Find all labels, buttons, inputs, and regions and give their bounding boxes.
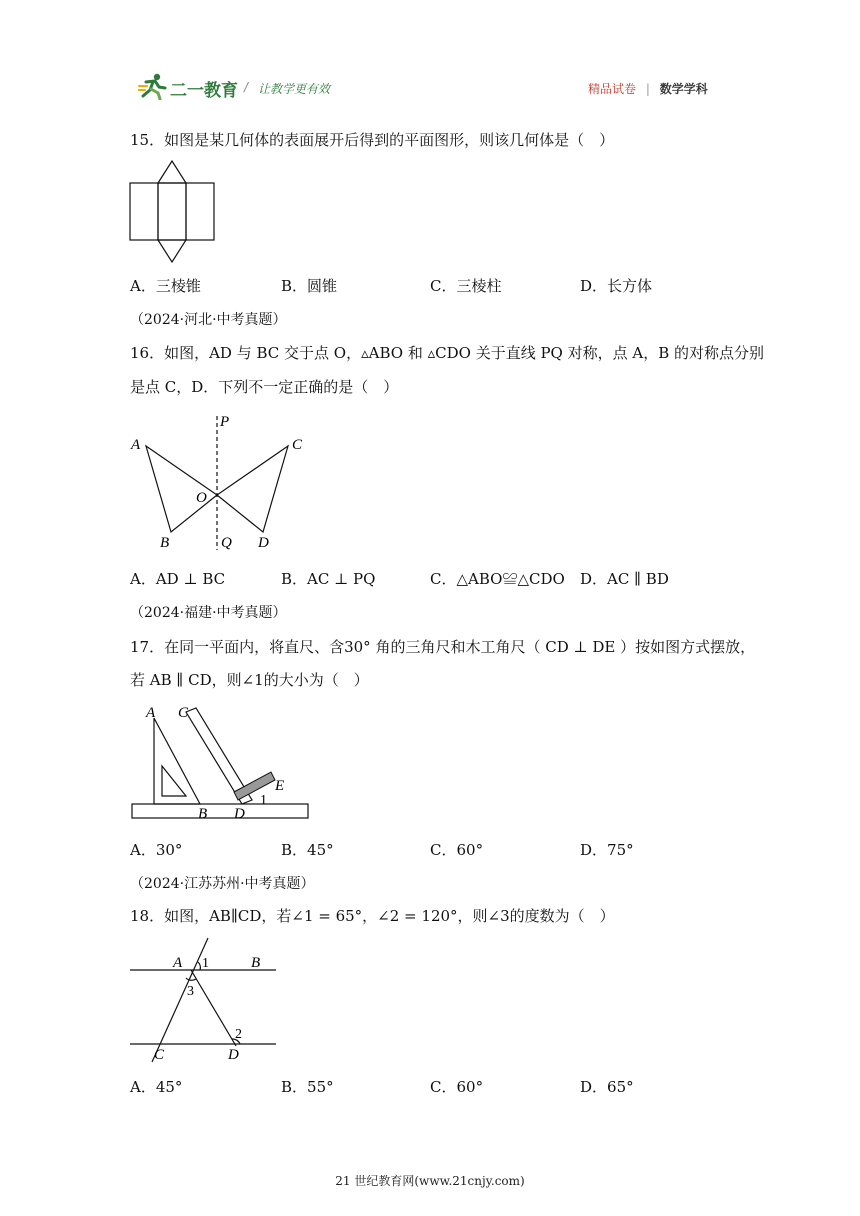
label-p: P	[220, 414, 230, 430]
q16-option-b[interactable]: B．AC ⊥ PQ	[281, 570, 376, 588]
label-angle-3: 3	[187, 984, 194, 999]
q16-stem-line1: 16．如图，AD 与 BC 交于点 O，▵ABO 和 ▵CDO 关于直线 PQ 对称，点 A，B 的对称点分别	[130, 344, 765, 362]
q17-option-b[interactable]: B．45°	[281, 841, 334, 859]
page-footer: 21 世纪教育网(www.21cnjy.com)	[335, 1174, 525, 1188]
runner-logo-icon	[138, 72, 168, 100]
label-c: C	[154, 1047, 165, 1063]
net-rect-mid	[158, 183, 186, 240]
label-o: O	[196, 490, 207, 506]
q17-option-d[interactable]: D．75°	[580, 841, 634, 859]
brand-name: 二一教育	[170, 81, 238, 101]
q16-option-d[interactable]: D．AC ∥ BD	[580, 570, 669, 588]
q18-source: （2024·江苏苏州·中考真题）	[130, 876, 315, 892]
tag-divider: |	[645, 82, 650, 96]
label-c: C	[292, 437, 303, 453]
net-rect-right	[186, 183, 214, 240]
angle-arc-1	[198, 962, 200, 970]
q17-option-c[interactable]: C．60°	[430, 841, 484, 859]
label-angle-1: 1	[260, 793, 267, 808]
q18-option-c[interactable]: C．60°	[430, 1078, 484, 1096]
label-b: B	[198, 806, 208, 822]
q18-stem-line1: 18．如图，AB∥CD，若∠1 = 65°，∠2 = 120°，则∠3的度数为（ ）	[130, 907, 615, 925]
triangle-abo	[146, 446, 217, 532]
label-b: B	[160, 535, 170, 551]
net-triangle-bottom	[158, 240, 186, 262]
tag-subject: 数学学科	[659, 82, 708, 96]
tag-premium: 精品试卷	[588, 82, 637, 96]
net-triangle-top	[158, 161, 186, 183]
q18-option-a[interactable]: A．45°	[130, 1078, 183, 1096]
q17-option-a[interactable]: A．30°	[130, 841, 183, 859]
label-a: A	[131, 437, 141, 453]
label-angle-1: 1	[202, 956, 209, 971]
q17-source: （2024·福建·中考真题）	[130, 605, 287, 621]
q18-parallel-figure	[128, 934, 283, 1064]
q15-option-b[interactable]: B．圆锥	[281, 277, 338, 295]
q15-stem: 15．如图是某几何体的表面展开后得到的平面图形，则该几何体是（ ）	[130, 131, 615, 149]
brand-slash: /	[244, 80, 249, 94]
q16-stem-line2: 是点 C，D．下列不一定正确的是（ ）	[130, 378, 399, 396]
q18-option-d[interactable]: D．65°	[580, 1078, 634, 1096]
label-d: D	[234, 806, 245, 822]
label-d: D	[228, 1047, 239, 1063]
header-tags	[588, 80, 708, 97]
label-q: Q	[221, 535, 232, 551]
q17-ruler-figure	[128, 700, 313, 825]
q18-option-b[interactable]: B．55°	[281, 1078, 334, 1096]
transversal-ad	[191, 970, 236, 1046]
label-d: D	[258, 535, 269, 551]
q16-option-a[interactable]: A．AD ⊥ BC	[130, 570, 226, 588]
q16-option-c[interactable]: C．△ABO≌△CDO	[430, 570, 565, 588]
triangle-cdo	[217, 446, 288, 532]
carpenter-square-short-arm	[234, 772, 275, 800]
label-angle-2: 2	[235, 1027, 242, 1042]
straight-ruler	[132, 804, 308, 818]
q15-net-figure	[128, 158, 218, 266]
q15-option-a[interactable]: A．三棱锥	[130, 277, 201, 295]
q15-option-c[interactable]: C．三棱柱	[430, 277, 502, 295]
label-c: C	[178, 705, 189, 721]
angle-arc-3	[186, 978, 196, 980]
q16-source: （2024·河北·中考真题）	[130, 312, 287, 328]
label-a: A	[146, 705, 156, 721]
q16-symmetry-figure	[126, 410, 316, 555]
brand-slogan: 让教学更有效	[258, 82, 331, 96]
net-rect-left	[130, 183, 158, 240]
set-square-outer	[154, 718, 200, 804]
label-e: E	[275, 778, 285, 794]
header-logo	[138, 72, 348, 102]
q17-stem-line2: 若 AB ∥ CD，则∠1的大小为（ ）	[130, 671, 369, 689]
label-a: A	[173, 955, 183, 971]
q15-option-d[interactable]: D．长方体	[580, 277, 653, 295]
label-b: B	[251, 955, 261, 971]
q17-stem-line1: 17．在同一平面内，将直尺、含30° 角的三角尺和木工角尺（ CD ⊥ DE ）按如图方式摆放，	[130, 638, 756, 656]
